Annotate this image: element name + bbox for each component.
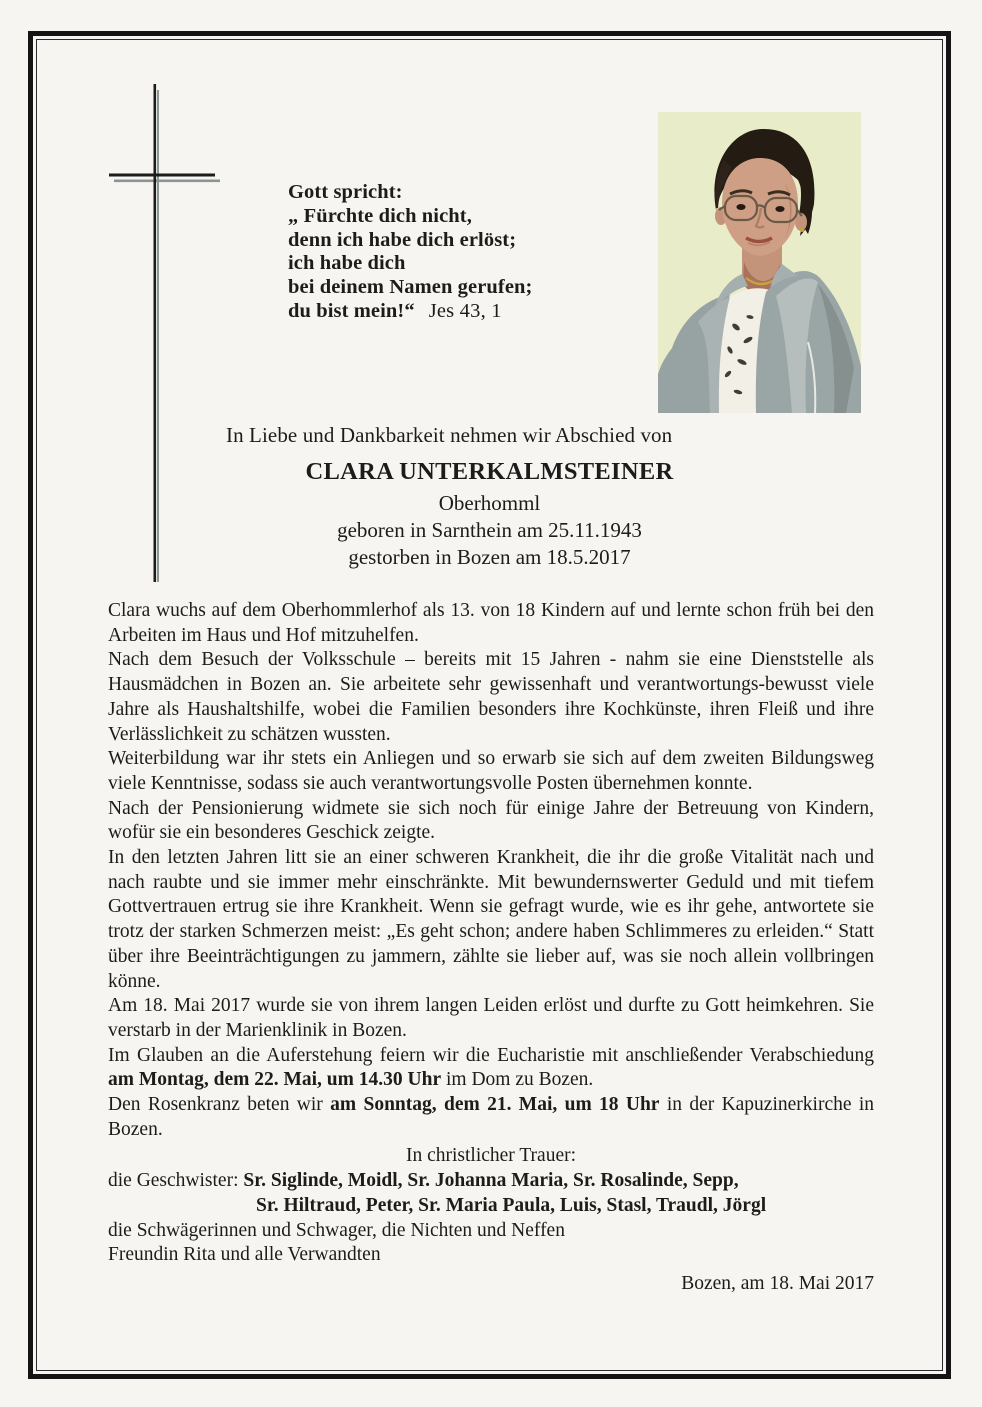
- birth-line: geboren in Sarnthein am 25.11.1943: [337, 518, 642, 542]
- rosary-location: in der Kapuzinerkirche in Bozen.: [108, 1094, 875, 1140]
- mourning-siblings-line2: [108, 1194, 874, 1219]
- quote-line: ich habe dich: [288, 252, 406, 275]
- biography-paragraph: Weiterbildung war ihr stets ein Anliegen und so erwarb sie sich auf dem zweiten Bildungsweg viele Kenntnisse, sodass sie auch verantwortungsvolle Posten übernehmen konnte.: [108, 748, 874, 794]
- death-line: gestorben in Bozen am 18.5.2017: [348, 545, 631, 569]
- biography-paragraph: Nach dem Besuch der Volksschule – bereits mit 15 Jahren - nahm sie eine Dienststelle als Hausmädchen in Bozen an. Sie arbeitete sehr gewissenhaft und verantwortungs-bewusst viele Jahre als Haushaltshilfe, wobei die Familien besonders ihre Kochkünste, ihren Fleiß und ihre Verlässlichkeit zu schätzen wussten.: [108, 649, 874, 745]
- biography-paragraph: Am 18. Mai 2017 wurde sie von ihrem langen Leiden erlöst und durfte zu Gott heimkehren. Sie verstarb in der Marienklinik in Bozen.: [108, 995, 874, 1041]
- siblings-names-1: Sr. Siglinde, Moidl, Sr. Johanna Maria, Sr. Rosalinde, Sepp,: [243, 1170, 739, 1192]
- mourning-title: In christlicher Trauer:: [405, 1145, 577, 1167]
- rosary-datetime: am Sonntag, dem 21. Mai, um 18 Uhr: [330, 1094, 660, 1116]
- mourning-friend: Freundin Rita und alle Verwandten: [108, 1244, 381, 1266]
- eucharist-text: Im Glauben an die Auferstehung feiern wir die Eucharistie mit anschließender Verabschiedung: [108, 1044, 874, 1066]
- mourning-in-laws: die Schwägerinnen und Schwager, die Nichten und Neffen: [108, 1219, 565, 1241]
- quote-line: bei deinem Namen gerufen;: [288, 276, 533, 299]
- biography-paragraph: Clara wuchs auf dem Oberhommlerhof als 13. von 18 Kindern auf und lernte schon früh bei den Arbeiten im Haus und Hof mitzuhelfen.: [108, 600, 874, 646]
- portrait-photo: [658, 112, 861, 413]
- biography-paragraph: Nach der Pensionierung widmete sie sich noch für einige Jahre der Betreuung von Kindern, wofür sie ein besonderes Geschick zeigte.: [108, 797, 874, 844]
- house-name: Oberhomml: [438, 491, 541, 515]
- bible-quote: [288, 181, 648, 324]
- farewell-intro: In Liebe und Dankbarkeit nehmen wir Abschied von: [226, 423, 673, 447]
- place-and-date: Bozen, am 18. Mai 2017: [681, 1272, 874, 1294]
- rosary-text: Den Rosenkranz beten wir: [108, 1094, 331, 1116]
- eucharist-location: im Dom zu Bozen.: [441, 1069, 594, 1091]
- deceased-name: CLARA UNTERKALMSTEINER: [305, 458, 674, 485]
- quote-last-line: [288, 300, 648, 324]
- bible-reference: Jes 43, 1: [428, 299, 502, 322]
- biography-paragraph: In den letzten Jahren litt sie an einer schweren Krankheit, die ihr die große Vitalität nach und nach raubte und sie immer mehr einschränkte. Mit bewundernswerter Geduld und mit tiefem Gottvertrauen ertrug sie ihre Krankheit. Wenn sie gefragt wurde, wie es ihr gehe, antwortete sie trotz der starken Schmerzen meist: „Es geht schon; andere haben Schlimmeres zu erleiden.“ Statt über ihre Beeinträchtigungen zu jammern, zählte sie lieber auf, was sie noch allein vollbringen könne.: [108, 847, 874, 992]
- siblings-names-2: Sr. Hiltraud, Peter, Sr. Maria Paula, Luis, Stasl, Traudl, Jörgl: [256, 1194, 767, 1216]
- quote-line: denn ich habe dich erlöst;: [288, 228, 517, 251]
- eucharist-announcement: [108, 1044, 874, 1093]
- obituary-text: [108, 599, 874, 1297]
- mourning-siblings-line1: [108, 1169, 874, 1194]
- quote-line: du bist mein!“: [288, 299, 415, 322]
- deceased-name-block: [28, 458, 951, 571]
- quote-line: „ Fürchte dich nicht,: [288, 204, 472, 227]
- rosary-announcement: [108, 1093, 874, 1142]
- siblings-label: die Geschwister:: [108, 1170, 244, 1192]
- eucharist-datetime: am Montag, dem 22. Mai, um 14.30 Uhr: [108, 1069, 442, 1091]
- portrait-illustration: [658, 112, 861, 413]
- quote-intro: Gott spricht:: [288, 181, 403, 203]
